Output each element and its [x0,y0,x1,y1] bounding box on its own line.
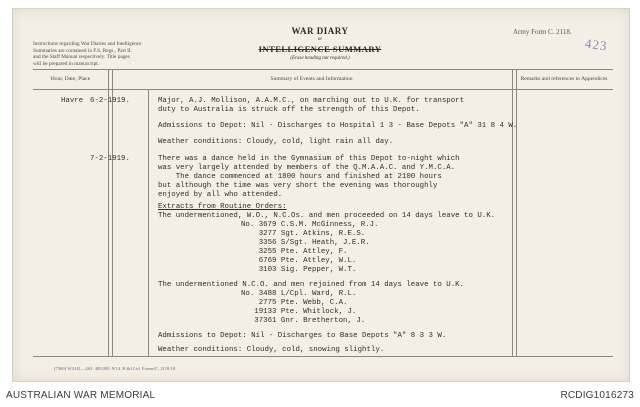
entry-date: 7-2-1919. [90,155,130,163]
title-intelligence-summary: INTELLIGENCE SUMMARY [258,44,382,54]
table-rule-header [33,89,613,90]
table-rule-top [33,69,613,70]
entry-line: Major, A.J. Mollison, A.A.M.C., on marching out to U.K. for transport [158,97,465,105]
entry-line: There was a dance held in the Gymnasium of this Depot to-night which [158,155,460,163]
title-subtitle: (Erase heading not required.) [290,56,350,61]
archive-caption: AUSTRALIAN WAR MEMORIAL [6,390,156,401]
instructions-line: Instructions regarding War Diaries and Intelligence [33,41,142,47]
leave-list-item: 3103 Sig. Pepper, W.T. [241,266,357,274]
rejoined-list-item: No. 3488 L/Cpl. Ward, R.L. [241,290,357,298]
leave-list-item: No. 3679 C.S.M. McGinness, R.J. [241,221,379,229]
rejoined-intro: The undermentioned N.C.O. and men rejoined from 14 days leave to U.K. [158,281,465,289]
entry-weather: Weather conditions: Cloudy, cold, snowing slightly. [158,346,385,354]
column-divider [108,69,113,356]
entry-line: duty to Australia is struck off the strength of this Depot. [158,106,420,114]
entry-admissions: Admissions to Depot: Nil - Discharges to Hospital 1 3 - Base Depots "A" 31 8 4 W. [158,122,518,130]
entry-admissions: Admissions to Depot: Nil - Discharges to Base Depots "A" 8 3 3 W. [158,332,447,340]
entry-line: but although the time was very short the evening was thoroughly [158,182,438,190]
archive-stamp-number: 423 [584,35,609,54]
entry-date: 6-2-1919. [90,97,130,105]
entry-place: Havre [61,97,84,105]
leave-list-item: 6769 Pte. Attley, W.L. [241,257,357,265]
rejoined-list-item: 2775 Pte. Webb, C.A. [241,299,348,307]
extracts-heading: Extracts from Routine Orders: [158,203,287,211]
column-divider [512,69,517,356]
rejoined-list-item: 19133 Pte. Whitlock, J. [241,308,357,316]
leave-intro: The undermentioned, W.O., N.C.Os. and men proceeded on 14 days leave to U.K. [158,212,496,220]
instructions-line: and the Staff Manual respectively. Title pages [33,54,130,61]
leave-list-item: 3277 Sgt. Atkins, R.E.S. [241,230,366,238]
instructions-line: will be prepared in manuscript. [33,60,100,67]
instructions-line: Summaries are contained in F.S. Regs., Part II. [33,47,133,54]
leave-list-item: 3356 S/Sgt. Heath, J.E.R. [241,239,370,247]
title-war-diary: WAR DIARY [291,26,349,36]
entry-line: enjoyed by all who attended. [158,191,283,199]
column-header-remarks: Remarks and references to Appendices [520,76,608,82]
entry-line: was very largely attended by members of the Q.M.A.A.C. and Y.M.C.A. [158,164,456,172]
column-header-summary: Summary of Events and Information [270,76,353,82]
leave-list-item: 3255 Pte. Attley, F. [241,248,348,256]
archive-id: RCDIG1016273 [560,390,634,401]
army-form-number: Army Form C. 2118. [513,28,572,36]
printer-footer: (7369) W4141—463. 400,000. 9/14. H.&J.Ltd. Forms/C. 2118/10. [54,366,177,371]
title-or: or [317,37,323,42]
column-divider [148,89,149,356]
entry-line: The dance commenced at 1800 hours and finished at 2100 hours [158,173,442,181]
rejoined-list-item: 37361 Gnr. Bretherton, J. [241,317,366,325]
entry-weather: Weather conditions: Cloudy, cold, light rain all day. [158,138,394,146]
column-header-date: Hour, Date, Place [50,76,91,82]
table-rule-bottom [33,356,613,357]
